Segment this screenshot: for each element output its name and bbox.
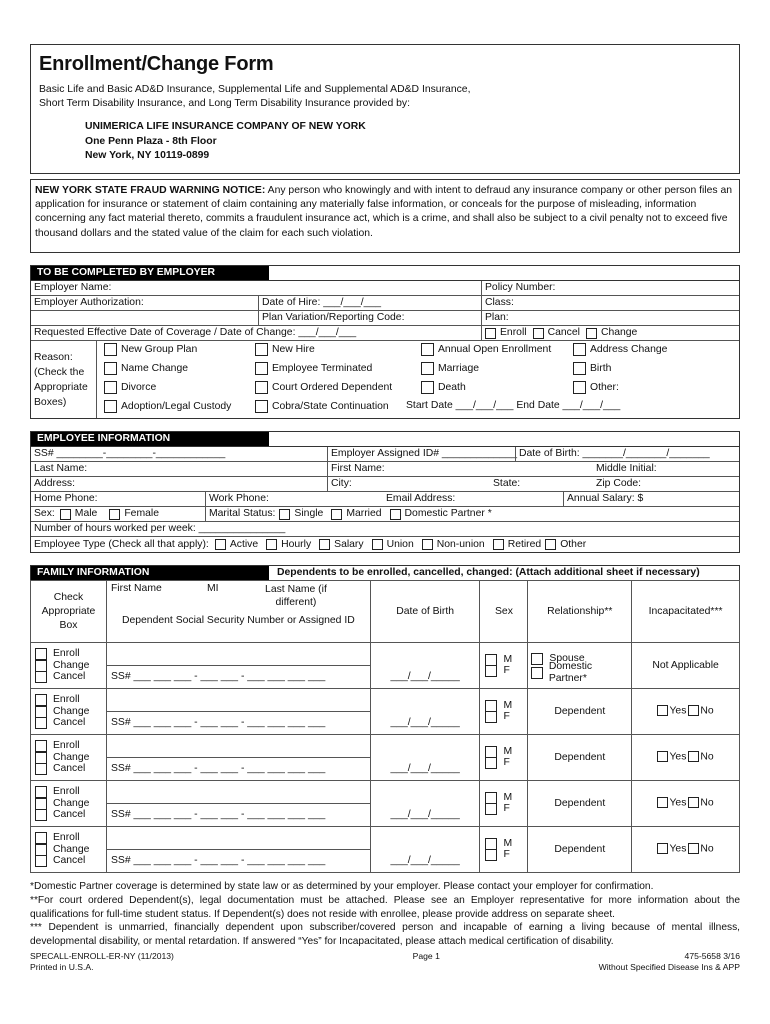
female-checkbox[interactable]	[485, 757, 497, 769]
employee-section-heading: EMPLOYEE INFORMATION	[31, 432, 269, 446]
reason-label: Reason: (Check the Appropriate Boxes)	[31, 341, 97, 418]
change-checkbox[interactable]	[35, 844, 47, 856]
col-sex: Sex	[480, 581, 528, 643]
new-group-plan-checkbox[interactable]	[104, 343, 117, 356]
work-phone-field[interactable]: Work Phone:	[205, 492, 383, 506]
enroll-checkbox[interactable]	[485, 328, 496, 339]
footnote-domestic-partner: *Domestic Partner coverage is determined by state law or as determined by your employer. Please contact your employer for confirmation.	[30, 881, 654, 892]
annual-open-enrollment-checkbox[interactable]	[421, 343, 434, 356]
col-relationship: Relationship**	[528, 581, 632, 643]
no-checkbox[interactable]	[688, 705, 699, 716]
no-checkbox[interactable]	[688, 797, 699, 808]
page-footer	[30, 951, 740, 973]
dependent-row: Enroll Change Cancel SS# ___ ___ ___ - ___ ___ - ___ ___ ___ ___ ___/___/_____ M F Dependent Yes No	[31, 689, 740, 735]
male-checkbox[interactable]	[485, 838, 497, 850]
form-subtitle: Basic Life and Basic AD&D Insurance, Supplemental Life and Supplemental AD&D Insurance, Short Term Disability Insurance, and Long Term Disability Insurance provided by:	[39, 84, 471, 109]
change-checkbox[interactable]	[586, 328, 597, 339]
address-change-checkbox[interactable]	[573, 343, 586, 356]
domestic-partner-checkbox[interactable]	[390, 509, 401, 520]
dependent-ssn-field[interactable]: SS# ___ ___ ___ - ___ ___ - ___ ___ ___ ___	[110, 762, 326, 774]
female-checkbox[interactable]	[485, 803, 497, 815]
dependent-name-field[interactable]	[107, 782, 370, 804]
form-code: SPECALL-ENROLL-ER-NY (11/2013)	[30, 950, 174, 961]
spouse-checkbox[interactable]	[531, 653, 543, 665]
male-checkbox[interactable]	[485, 700, 497, 712]
single-checkbox[interactable]	[279, 509, 290, 520]
no-checkbox[interactable]	[688, 751, 699, 762]
zip-code-field[interactable]: Zip Code:	[596, 478, 642, 490]
marriage-checkbox[interactable]	[421, 362, 434, 375]
no-checkbox[interactable]	[688, 843, 699, 854]
plan-field[interactable]: Plan:	[481, 311, 739, 325]
adoption-checkbox[interactable]	[104, 400, 117, 413]
dependent-relationship: Dependent	[528, 781, 632, 827]
enroll-checkbox[interactable]	[35, 694, 47, 706]
name-change-checkbox[interactable]	[104, 362, 117, 375]
email-field[interactable]: Email Address:	[386, 493, 456, 505]
company-address: UNIMERICA LIFE INSURANCE COMPANY OF NEW YORK One Penn Plaza - 8th Floor New York, NY 10119-0899	[85, 121, 366, 161]
policy-number-field[interactable]: Policy Number:	[481, 281, 739, 295]
col-check: Check Appropriate Box	[31, 581, 107, 643]
state-field[interactable]: State:	[493, 478, 521, 490]
dependent-dob-field[interactable]: ___/___/_____	[370, 735, 480, 781]
employer-authorization-field[interactable]: Employer Authorization:	[34, 297, 144, 309]
dependents-note: Dependents to be enrolled, cancelled, changed: (Attach additional sheet if necessary)	[277, 567, 700, 578]
employer-name-field[interactable]: Employer Name:	[34, 282, 112, 294]
divorce-checkbox[interactable]	[104, 381, 117, 394]
dependent-ssn-field[interactable]: SS# ___ ___ ___ - ___ ___ - ___ ___ ___ ___	[110, 808, 326, 820]
date-of-hire-field[interactable]: Date of Hire: ___/___/___	[258, 296, 481, 310]
cancel-checkbox[interactable]	[35, 855, 47, 867]
start-end-date-field[interactable]: Start Date ___/___/___ End Date ___/___/___	[406, 400, 621, 411]
dependent-ssn-field[interactable]: SS# ___ ___ ___ - ___ ___ - ___ ___ ___ ___	[110, 670, 326, 682]
female-checkbox[interactable]	[485, 849, 497, 861]
dependent-ssn-field[interactable]: SS# ___ ___ ___ - ___ ___ - ___ ___ ___ ___	[110, 716, 326, 728]
dependent-dob-field[interactable]: ___/___/_____	[370, 827, 480, 873]
form-number: 475-5658 3/16	[684, 950, 740, 961]
dependent-row: Enroll Change Cancel SS# ___ ___ ___ - ___ ___ - ___ ___ ___ ___ ___/___/_____ M F Dependent Yes No	[31, 781, 740, 827]
not-applicable-text: Not Applicable	[632, 643, 740, 689]
plan-variation-field[interactable]: Plan Variation/Reporting Code:	[258, 311, 481, 325]
form-header	[30, 44, 740, 174]
male-checkbox[interactable]	[485, 654, 497, 666]
cancel-checkbox[interactable]	[35, 763, 47, 775]
married-checkbox[interactable]	[331, 509, 342, 520]
cancel-checkbox[interactable]	[35, 671, 47, 683]
class-field[interactable]: Class:	[481, 296, 739, 310]
family-section	[30, 565, 740, 873]
cobra-checkbox[interactable]	[255, 400, 268, 413]
col-incapacitated: Incapacitated***	[632, 581, 740, 643]
yes-checkbox[interactable]	[657, 843, 668, 854]
form-title: Enrollment/Change Form	[39, 53, 274, 75]
dependent-row: Enroll Change Cancel SS# ___ ___ ___ - ___ ___ - ___ ___ ___ ___ ___/___/_____ M F Dependent Yes No	[31, 735, 740, 781]
court-ordered-checkbox[interactable]	[255, 381, 268, 394]
male-checkbox[interactable]	[60, 509, 71, 520]
male-checkbox[interactable]	[485, 792, 497, 804]
change-checkbox[interactable]	[35, 798, 47, 810]
salary-checkbox[interactable]	[319, 539, 330, 550]
home-phone-field[interactable]: Home Phone:	[34, 493, 98, 505]
employee-dob-field[interactable]: Date of Birth: _______/_______/_______	[515, 447, 739, 461]
cancel-checkbox[interactable]	[35, 809, 47, 821]
family-section-heading: FAMILY INFORMATION	[31, 566, 269, 580]
domestic-partner-rel-checkbox[interactable]	[531, 667, 542, 679]
union-checkbox[interactable]	[372, 539, 383, 550]
employee-section: EMPLOYEE INFORMATION SS# ________-________-____________ Employer Assigned ID# _____________ Date of Birth: _______/_______/_______ Last Name: First Name: Middle Initial: Address: City: State: Zip Code: Home Phone: Work Phone: Email Address: Annual Salary: $ Sex: Male Female Marital Status: Single Married Domestic Partner * Number of hours worked per week: _______________ Employee Type (Check all that apply): Active Hourly Salary Union Non-union Retired Other	[30, 431, 740, 553]
fraud-warning-notice: NEW YORK STATE FRAUD WARNING NOTICE: Any person who knowingly and with intent to defraud any insurance company or other person files an application for insurance or statement of claim containing any materially false information, or conceals for the purpose of misleading, information concerning any fact material thereto, commits a fraudulent insurance act, which is a crime, and shall also be subject to a civil penalty not to exceed five thousand dollars and the stated value of the claim for each such violation.	[30, 179, 740, 253]
dependent-dob-field[interactable]: ___/___/_____	[370, 781, 480, 827]
female-checkbox[interactable]	[109, 509, 120, 520]
printed-in: Printed in U.S.A.	[30, 961, 94, 972]
change-checkbox[interactable]	[35, 706, 47, 718]
dependent-dob-field[interactable]: ___/___/_____	[370, 689, 480, 735]
city-field[interactable]: City:	[327, 477, 490, 491]
dependent-dob-field[interactable]: ___/___/_____	[370, 643, 480, 689]
first-name-field[interactable]: First Name:	[327, 462, 593, 476]
other-reason-checkbox[interactable]	[573, 381, 586, 394]
last-name-field[interactable]: Last Name:	[34, 463, 88, 475]
dependent-ssn-field[interactable]: SS# ___ ___ ___ - ___ ___ - ___ ___ ___ ___	[110, 854, 326, 866]
male-checkbox[interactable]	[485, 746, 497, 758]
footnote-incapacitated: *** Dependent is unmarried, financially dependent upon subscriber/covered person and incapable of earning a living because of mental illness, developmental disability, or mental retardation. If answered “Yes” for Incapacitated, please attach medical certification of disability.	[30, 922, 740, 948]
new-hire-checkbox[interactable]	[255, 343, 268, 356]
change-checkbox[interactable]	[35, 752, 47, 764]
enroll-checkbox[interactable]	[35, 648, 47, 660]
dependent-row: Enroll Change Cancel SS# ___ ___ ___ - ___ ___ - ___ ___ ___ ___ ___/___/_____ M F Dependent Yes No	[31, 827, 740, 873]
dependent-name-field[interactable]	[107, 644, 370, 666]
form-note: Without Specified Disease Ins & APP	[598, 961, 740, 972]
birth-checkbox[interactable]	[573, 362, 586, 375]
dependent-relationship: Dependent	[528, 827, 632, 873]
dependent-name-field[interactable]	[107, 690, 370, 712]
page-number: Page 1	[412, 950, 440, 961]
employer-assigned-id-field[interactable]: Employer Assigned ID# _____________	[327, 447, 515, 461]
middle-initial-field[interactable]: Middle Initial:	[596, 463, 657, 475]
address-field[interactable]: Address:	[34, 478, 76, 490]
yes-checkbox[interactable]	[657, 705, 668, 716]
annual-salary-field[interactable]: Annual Salary: $	[563, 492, 739, 506]
yes-checkbox[interactable]	[657, 751, 668, 762]
cancel-checkbox[interactable]	[35, 717, 47, 729]
dependent-name-field[interactable]	[107, 828, 370, 850]
yes-checkbox[interactable]	[657, 797, 668, 808]
employee-terminated-checkbox[interactable]	[255, 362, 268, 375]
col-name: First Name MI Last Name (if different) Dependent Social Security Number or Assigned ID	[106, 581, 370, 643]
hours-per-week-field[interactable]: Number of hours worked per week: _______________	[34, 523, 286, 535]
employer-section-heading: TO BE COMPLETED BY EMPLOYER	[31, 266, 269, 280]
retired-checkbox[interactable]	[493, 539, 504, 550]
female-checkbox[interactable]	[485, 711, 497, 723]
female-checkbox[interactable]	[485, 665, 497, 677]
hourly-checkbox[interactable]	[266, 539, 277, 550]
dependent-row: Enroll Change Cancel SS# ___ ___ ___ - ___ ___ - ___ ___ ___ ___ ___/___/_____ M F Spouse Domestic Partner* Not Applicable	[31, 643, 740, 689]
enroll-checkbox[interactable]	[35, 740, 47, 752]
change-checkbox[interactable]	[35, 660, 47, 672]
footnotes	[30, 880, 740, 949]
employer-section: TO BE COMPLETED BY EMPLOYER Employer Name: Policy Number: Employer Authorization: Date of Hire: ___/___/___ Class: Plan Variation/Reporting Code: Plan: Requested Effective Date of Coverage / Date of Change: ___/___/___ Enroll Cancel Change Reason: (Check the Appropriate Boxes) New Group Plan Name Change Divorce Adoption/Legal Custody New Hire Employee Terminated Court Ordered Dependent Cobra/State Continuation Start Date ___/___/___ End Date ___/___/___ Annual Open Enrollment Marriage Death Address Change Birth Other:	[30, 265, 740, 419]
dependent-relationship: Dependent	[528, 735, 632, 781]
active-checkbox[interactable]	[215, 539, 226, 550]
other-type-checkbox[interactable]	[545, 539, 556, 550]
dependent-relationship: Dependent	[528, 689, 632, 735]
footnote-court-ordered: **For court ordered Dependent(s), legal documentation must be attached. Please see an Employer representative for more information about the qualifications for full-time student status. If Dependent(s) does not reside with enrollee, please provide address on separate sheet.	[30, 894, 740, 920]
non-union-checkbox[interactable]	[422, 539, 433, 550]
death-checkbox[interactable]	[421, 381, 434, 394]
dependents-table	[30, 580, 740, 873]
enroll-checkbox[interactable]	[35, 786, 47, 798]
col-dob: Date of Birth	[370, 581, 480, 643]
dependent-name-field[interactable]	[107, 736, 370, 758]
enroll-checkbox[interactable]	[35, 832, 47, 844]
effective-date-field[interactable]: Requested Effective Date of Coverage / Date of Change: ___/___/___	[34, 327, 357, 339]
cancel-checkbox[interactable]	[533, 328, 544, 339]
ssn-field[interactable]: SS# ________-________-____________	[34, 448, 226, 460]
